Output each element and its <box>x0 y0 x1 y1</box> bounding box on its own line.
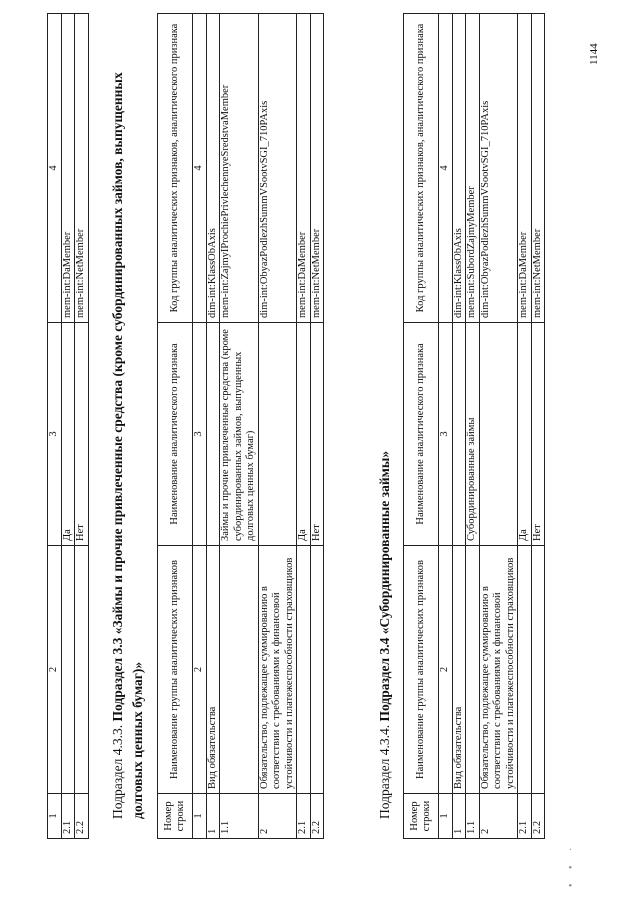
col-number: 2 <box>48 546 62 794</box>
header-row <box>158 14 193 839</box>
row-value: dim-int:ObyazPodlezhSummVSootvSGI_710PAxis <box>258 14 297 323</box>
row-value: mem-int:DaMember <box>297 14 311 323</box>
section-433-table <box>157 13 324 839</box>
row-value: dim-int:KlassObAxis <box>206 14 220 323</box>
row-value: mem-int:SubordZajmyMember <box>466 14 480 323</box>
row-group: Вид обязательства <box>206 546 220 794</box>
row-name: Нет <box>75 323 89 546</box>
table-row <box>452 14 466 839</box>
row-group <box>297 546 311 794</box>
column-number-row <box>439 14 453 839</box>
row-value: mem-int:ZajmyIProchiePrivlechennyeSredstvaMember <box>220 14 259 323</box>
row-name: Субординированные займы <box>466 323 480 546</box>
section-433-caption <box>108 19 148 819</box>
table-row <box>297 14 311 839</box>
header-cell: Код группы аналитических признаков, аналитического признака <box>404 14 439 323</box>
header-cell: Наименование группы аналитических признаков <box>404 546 439 794</box>
col-number: 3 <box>48 323 62 546</box>
row-group <box>531 546 545 794</box>
section-434-caption <box>375 19 395 819</box>
col-number: 1 <box>193 794 207 839</box>
section-433-title: Подраздел 3.3 «Займы и прочие привлеченные средства (кроме субординированных займов, выпущенных долговых ценных бумаг)» <box>110 72 145 819</box>
row-code: 1.1 <box>220 794 259 839</box>
table-row <box>258 14 297 839</box>
row-group: Обязательство, подлежащее суммированию в соответствии с требованиями к финансовой устойчивости и платежеспособности страховщиков <box>479 546 518 794</box>
section-434-table <box>403 13 545 839</box>
row-name <box>206 323 220 546</box>
margin-marks: • • · <box>566 841 577 887</box>
row-code: 2.2 <box>531 794 545 839</box>
row-value: mem-int:DaMember <box>518 14 532 323</box>
row-code: 2 <box>258 794 297 839</box>
row-code: 2.1 <box>61 794 75 839</box>
row-code: 1 <box>206 794 220 839</box>
table-row <box>310 14 324 839</box>
table-row <box>518 14 532 839</box>
header-row <box>404 14 439 839</box>
table-row <box>206 14 220 839</box>
row-code: 1 <box>452 794 466 839</box>
row-value: dim-int:KlassObAxis <box>452 14 466 323</box>
row-group <box>220 546 259 794</box>
col-number: 2 <box>193 546 207 794</box>
row-name: Да <box>61 323 75 546</box>
row-code: 2.2 <box>310 794 324 839</box>
column-number-row <box>48 14 62 839</box>
row-group: Обязательство, подлежащее суммированию в соответствии с требованиями к финансовой устойчивости и платежеспособности страховщиков <box>258 546 297 794</box>
row-name: Займы и прочие привлеченные средства (кроме субординированных займов, выпущенных долговых ценных бумаг) <box>220 323 259 546</box>
page-number: 1144 <box>588 43 600 65</box>
row-name: Да <box>518 323 532 546</box>
table-row <box>466 14 480 839</box>
header-cell: Наименование группы аналитических признаков <box>158 546 193 794</box>
col-number: 1 <box>439 794 453 839</box>
row-group <box>518 546 532 794</box>
row-code: 1.1 <box>466 794 480 839</box>
row-value: dim-int:ObyazPodlezhSummVSootvSGI_710PAxis <box>479 14 518 323</box>
section-434-prefix: Подраздел 4.3.4. <box>377 721 392 819</box>
col-number: 4 <box>439 14 453 323</box>
table-row <box>220 14 259 839</box>
row-value: mem-int:NetMember <box>75 14 89 323</box>
row-group <box>75 546 89 794</box>
col-number: 4 <box>193 14 207 323</box>
section-434-title: Подраздел 3.4 «Субординированные займы» <box>377 450 392 722</box>
row-group: Вид обязательства <box>452 546 466 794</box>
table-row <box>75 14 89 839</box>
header-cell: Наименование аналитического признака <box>158 323 193 546</box>
row-name <box>452 323 466 546</box>
col-number: 1 <box>48 794 62 839</box>
header-cell: Номер строки <box>158 794 193 839</box>
col-number: 4 <box>48 14 62 323</box>
row-code: 2.2 <box>75 794 89 839</box>
row-code: 2 <box>479 794 518 839</box>
header-cell: Номер строки <box>404 794 439 839</box>
header-cell: Наименование аналитического признака <box>404 323 439 546</box>
section-433-prefix: Подраздел 4.3.3. <box>110 721 125 819</box>
row-name: Да <box>297 323 311 546</box>
row-name <box>479 323 518 546</box>
row-group <box>61 546 75 794</box>
col-number: 3 <box>193 323 207 546</box>
row-name: Нет <box>531 323 545 546</box>
col-number: 2 <box>439 546 453 794</box>
row-group <box>310 546 324 794</box>
row-value: mem-int:NetMember <box>310 14 324 323</box>
header-cell: Код группы аналитических признаков, аналитического признака <box>158 14 193 323</box>
column-number-row <box>193 14 207 839</box>
row-name: Нет <box>310 323 324 546</box>
table-row <box>479 14 518 839</box>
row-value: mem-int:NetMember <box>531 14 545 323</box>
col-number: 3 <box>439 323 453 546</box>
row-group <box>466 546 480 794</box>
table-row <box>531 14 545 839</box>
row-name <box>258 323 297 546</box>
continuation-table <box>47 13 89 839</box>
row-value: mem-int:DaMember <box>61 14 75 323</box>
row-code: 2.1 <box>297 794 311 839</box>
row-code: 2.1 <box>518 794 532 839</box>
table-row <box>61 14 75 839</box>
